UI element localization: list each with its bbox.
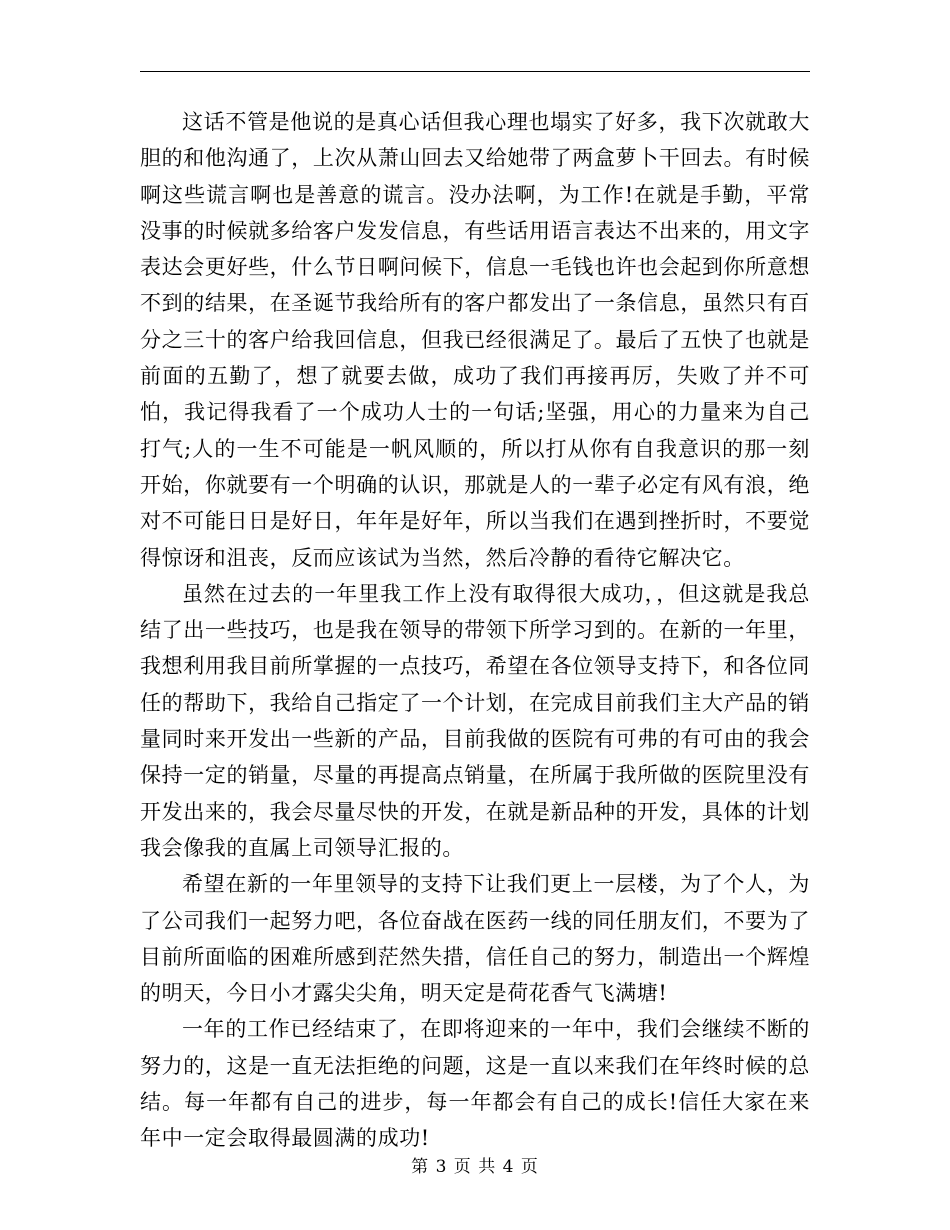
paragraph: 希望在新的一年里领导的支持下让我们更上一层楼，为了个人，为了公司我们一起努力吧，各位奋战在医药一线的同任朋友们，不要为了目前所面临的困难所感到茫然失措，信任自己的努力，制造出一个辉煌的明天，今日小才露尖尖角，明天定是荷花香气飞满塘! (140, 872, 810, 1006)
page-number-footer: 第 3 页 共 4 页 (411, 1157, 539, 1177)
paragraph: 一年的工作已经结束了，在即将迎来的一年中，我们会继续不断的努力的，这是一直无法拒绝的问题，这是一直以来我们在年终时候的总结。每一年都有自己的进步，每一年都会有自己的成长!信任大家在来年中一定会取得最圆满的成功! (140, 1017, 810, 1151)
document-body (140, 104, 810, 1157)
paragraph: 虽然在过去的一年里我工作上没有取得很大成功，，但这就是我总结了出一些技巧，也是我在领导的带领下所学习到的。在新的一年里，我想利用我目前所掌握的一点技巧，希望在各位领导支持下，和各位同任的帮助下，我给自己指定了一个计划，在完成目前我们主大产品的销量同时来开发出一些新的产品，目前我做的医院有可弗的有可由的我会保持一定的销量，尽量的再提高点销量，在所属于我所做的医院里没有开发出来的，我会尽量尽快的开发，在就是新品种的开发，具体的计划我会像我的直属上司领导汇报的。 (140, 581, 810, 860)
paragraph: 这话不管是他说的是真心话但我心理也塌实了好多，我下次就敢大胆的和他沟通了，上次从萧山回去又给她带了两盒萝卜干回去。有时候啊这些谎言啊也是善意的谎言。没办法啊，为工作!在就是手勤，平常没事的时候就多给客户发发信息，有些话用语言表达不出来的，用文字表达会更好些，什么节日啊问候下，信息一毛钱也许也会起到你所意想不到的结果，在圣诞节我给所有的客户都发出了一条信息，虽然只有百分之三十的客户给我回信息，但我已经很满足了。最后了五快了也就是前面的五勤了，想了就要去做，成功了我们再接再厉，失败了并不可怕，我记得我看了一个成功人士的一句话;坚强，用心的力量来为自己打气;人的一生不可能是一帆风顺的，所以打从你有自我意识的那一刻开始，你就要有一个明确的认识，那就是人的一辈子必定有风有浪，绝对不可能日日是好日，年年是好年，所以当我们在遇到挫折时，不要觉得惊讶和沮丧，反而应该试为当然，然后冷静的看待它解决它。 (140, 110, 810, 570)
header-rule (140, 71, 810, 72)
